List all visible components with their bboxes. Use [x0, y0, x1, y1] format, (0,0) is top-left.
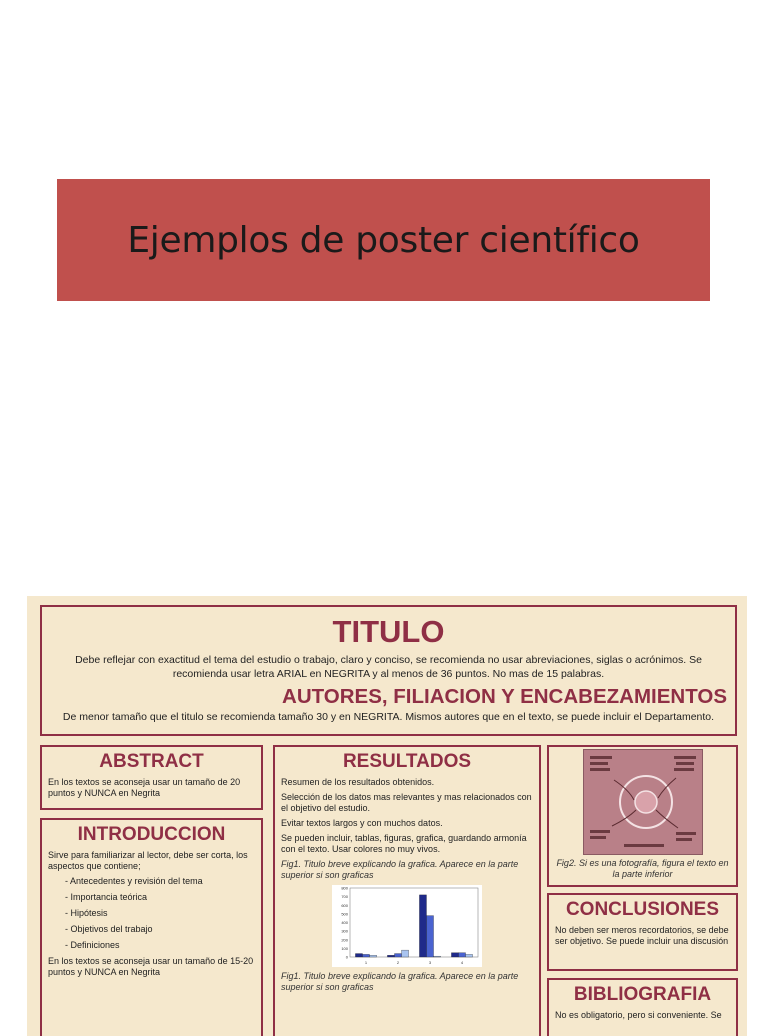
conclusions-box — [547, 893, 738, 971]
list-item: - Antecedentes y revisión del tema — [65, 876, 203, 886]
y-tick-label: 300 — [341, 928, 348, 934]
bibliography-heading: BIBLIOGRAFIA — [573, 984, 712, 1005]
y-tick-label: 200 — [341, 937, 348, 943]
introduction-heading: INTRODUCCION — [77, 824, 226, 845]
chart-bar — [387, 955, 394, 957]
abstract-box — [40, 745, 263, 810]
slide-title: Ejemplos de poster científico — [127, 219, 640, 261]
x-tick-label: 2 — [396, 960, 400, 965]
results-caption-1: Fig1. Titulo breve explicando la grafica. Aparece en la parte superior si son graficas — [281, 859, 519, 880]
introduction-list — [48, 876, 255, 951]
results-heading: RESULTADOS — [342, 751, 472, 772]
chart-bar — [451, 953, 458, 957]
chart-bar — [434, 956, 441, 957]
bibliography-text: No es obligatorio, pero si conveniente. Se — [555, 1010, 722, 1020]
results-bar-chart — [332, 885, 482, 967]
chart-bar — [419, 895, 426, 957]
list-item: - Hipótesis — [65, 908, 108, 918]
list-item: - Objetivos del trabajo — [65, 924, 153, 934]
list-item: - Definiciones — [65, 940, 120, 950]
chart-bar — [458, 953, 465, 957]
cell-diagram-icon — [584, 750, 702, 854]
chart-bar — [402, 950, 409, 957]
conclusions-heading: CONCLUSIONES — [565, 899, 720, 920]
results-caption-2: Fig1. Titulo breve explicando la grafica. Aparece en la parte superior si son graficas — [281, 971, 519, 992]
figure-photo — [583, 749, 703, 855]
chart-bar — [426, 916, 433, 957]
x-tick-label: 4 — [460, 960, 464, 965]
results-text-3: Evitar textos largos y con muchos datos. — [281, 818, 443, 828]
x-tick-label: 1 — [364, 960, 368, 965]
introduction-text: Sirve para familiarizar al lector, debe ser corta, los aspectos que contiene; — [48, 850, 248, 871]
poster-image — [27, 596, 747, 1036]
y-tick-label: 600 — [341, 902, 348, 908]
figure-box — [547, 745, 738, 887]
x-tick-label: 3 — [428, 960, 432, 965]
y-tick-label: 0 — [345, 954, 348, 960]
poster-header-box — [40, 605, 737, 736]
poster-authors-heading: AUTORES, FILIACION Y ENCABEZAMIENTOS — [282, 685, 727, 708]
abstract-text: En los textos se aconseja usar un tamaño de 20 puntos y NUNCA en Negrita — [48, 777, 241, 798]
chart-bar — [466, 954, 473, 957]
chart-bar — [370, 955, 377, 957]
y-tick-label: 100 — [341, 945, 348, 951]
conclusions-text: No deben ser meros recordatorios, se debe ser objetivo. Se puede incluir una discusión — [555, 925, 729, 946]
poster-authors-description: De menor tamaño que el titulo se recomienda tamaño 30 y en NEGRITA. Mismos autores que en el texto, se puede incluir el Departamento. — [62, 711, 715, 723]
poster-title-description: Debe reflejar con exactitud el tema del estudio o trabajo, claro y conciso, se recomienda no usar abreviaciones, siglas o acrónimos. Se recomienda usar letra ARIAL en NEGRITA y al menos de 36 puntos. No mas de 15 palabras. — [75, 654, 702, 680]
figure-caption: Fig2. Si es una fotografía, figura el texto en la parte inferior — [556, 858, 729, 879]
results-text-2: Selección de los datos mas relevantes y mas relacionados con el objetivo del estudio. — [281, 792, 532, 813]
results-box — [273, 745, 541, 1036]
y-tick-label: 400 — [341, 920, 348, 925]
abstract-heading: ABSTRACT — [99, 751, 204, 772]
chart-bar — [362, 954, 369, 957]
y-tick-label: 700 — [341, 894, 348, 900]
poster-title: TITULO — [332, 614, 445, 649]
slide-title-band — [57, 179, 710, 301]
y-tick-label: 500 — [341, 911, 348, 917]
introduction-text-2: En los textos se aconseja usar un tamaño de 15-20 puntos y NUNCA en Negrita — [48, 956, 254, 977]
results-text-4: Se pueden incluir, tablas, figuras, grafica, guardando armonía con el texto. Usar colores no muy vivos. — [281, 833, 527, 854]
y-tick-label: 800 — [341, 885, 348, 891]
chart-bar — [394, 954, 401, 957]
list-item: - Importancia teórica — [65, 892, 148, 902]
bibliography-box — [547, 978, 738, 1036]
results-text-1: Resumen de los resultados obtenidos. — [281, 777, 435, 787]
introduction-box — [40, 818, 263, 1036]
chart-bar — [355, 954, 362, 957]
